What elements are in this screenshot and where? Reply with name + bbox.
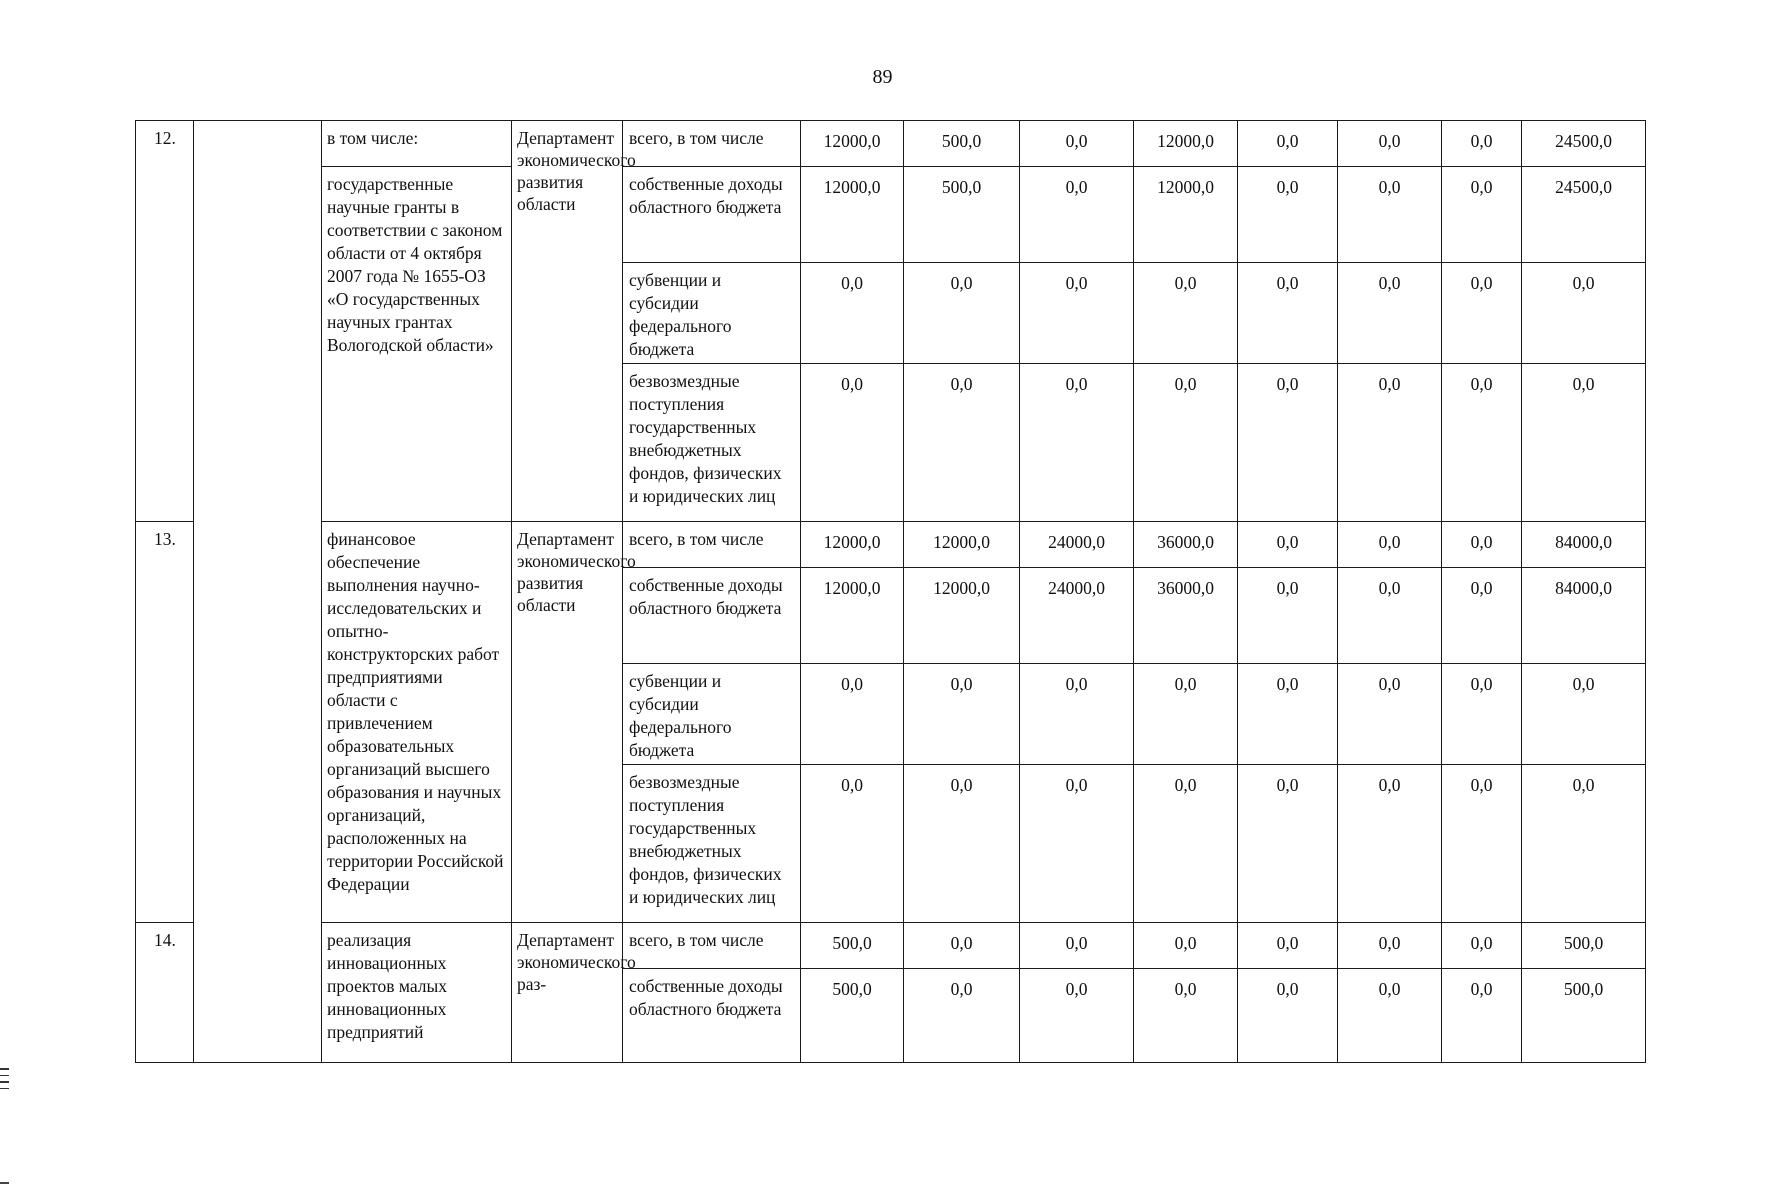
total-cell: 24500,0 <box>1522 121 1646 167</box>
value-cell: 12000,0 <box>904 522 1020 568</box>
value-cell: 12000,0 <box>801 167 904 263</box>
value-cell: 0,0 <box>1134 364 1238 522</box>
value-cell: 24000,0 <box>1020 568 1134 664</box>
value-cell: 0,0 <box>904 765 1020 923</box>
value-cell: 0,0 <box>801 765 904 923</box>
value-cell: 0,0 <box>1238 364 1338 522</box>
table-row <box>136 121 1646 167</box>
responsible-department: Департамент экономического развития области <box>512 121 623 522</box>
table-row <box>136 923 1646 969</box>
value-cell: 36000,0 <box>1134 568 1238 664</box>
value-cell: 0,0 <box>1134 765 1238 923</box>
value-cell: 36000,0 <box>1134 522 1238 568</box>
value-cell: 12000,0 <box>801 568 904 664</box>
value-cell: 0,0 <box>1338 364 1442 522</box>
value-cell: 12000,0 <box>1134 167 1238 263</box>
value-cell: 0,0 <box>1338 765 1442 923</box>
total-cell: 24500,0 <box>1522 167 1646 263</box>
value-cell: 0,0 <box>1134 664 1238 765</box>
value-cell: 500,0 <box>801 969 904 1063</box>
value-cell: 0,0 <box>1020 167 1134 263</box>
value-cell: 0,0 <box>1238 167 1338 263</box>
value-cell: 0,0 <box>1442 923 1522 969</box>
value-cell: 0,0 <box>1238 522 1338 568</box>
value-cell: 0,0 <box>1134 923 1238 969</box>
margin-marks <box>0 1068 10 1094</box>
value-cell: 12000,0 <box>801 121 904 167</box>
margin-mark <box>0 1075 9 1077</box>
responsible-department: Департамент экономического развития области <box>512 522 623 923</box>
value-cell: 0,0 <box>1338 969 1442 1063</box>
row-description-detail: государственные научные гранты в соответствии с законом области от 4 октября 2007 года № 1655-ОЗ «О государственных научных грантах Вологодской области» <box>322 167 512 522</box>
row-description: реализация инновационных проектов малых инновационных предприятий <box>322 923 512 1063</box>
value-cell: 0,0 <box>1338 121 1442 167</box>
value-cell: 0,0 <box>1442 263 1522 364</box>
value-cell: 0,0 <box>1238 765 1338 923</box>
value-cell: 0,0 <box>1238 263 1338 364</box>
value-cell: 500,0 <box>904 167 1020 263</box>
value-cell: 0,0 <box>904 923 1020 969</box>
value-cell: 0,0 <box>1442 568 1522 664</box>
value-cell: 0,0 <box>1442 664 1522 765</box>
funding-source: безвозмездные поступления государственных внебюджетных фондов, физических и юридических лиц <box>623 364 801 522</box>
table-row <box>136 522 1646 568</box>
value-cell: 500,0 <box>904 121 1020 167</box>
value-cell: 0,0 <box>1442 364 1522 522</box>
value-cell: 12000,0 <box>1134 121 1238 167</box>
value-cell: 0,0 <box>1020 664 1134 765</box>
value-cell: 0,0 <box>801 664 904 765</box>
value-cell: 0,0 <box>1020 263 1134 364</box>
funding-source: субвенции и субсидии федерального бюджета <box>623 263 801 364</box>
total-cell: 500,0 <box>1522 969 1646 1063</box>
value-cell: 0,0 <box>1442 121 1522 167</box>
margin-tick <box>0 1182 9 1184</box>
value-cell: 0,0 <box>1338 167 1442 263</box>
total-cell: 0,0 <box>1522 364 1646 522</box>
value-cell: 0,0 <box>1238 568 1338 664</box>
value-cell: 0,0 <box>1020 923 1134 969</box>
funding-source: собственные доходы областного бюджета <box>623 568 801 664</box>
row-number: 13. <box>136 522 194 923</box>
value-cell: 0,0 <box>1020 765 1134 923</box>
value-cell: 0,0 <box>1338 568 1442 664</box>
row-number: 12. <box>136 121 194 522</box>
funding-source: собственные доходы областного бюджета <box>623 167 801 263</box>
funding-source: всего, в том числе <box>623 923 801 969</box>
total-cell: 0,0 <box>1522 664 1646 765</box>
margin-mark <box>0 1088 9 1090</box>
value-cell: 0,0 <box>1238 121 1338 167</box>
funding-source: собственные доходы областного бюджета <box>623 969 801 1063</box>
value-cell: 0,0 <box>801 364 904 522</box>
margin-mark <box>0 1068 9 1070</box>
value-cell: 0,0 <box>1442 765 1522 923</box>
value-cell: 0,0 <box>1020 364 1134 522</box>
value-cell: 12000,0 <box>904 568 1020 664</box>
value-cell: 0,0 <box>904 969 1020 1063</box>
value-cell: 0,0 <box>1020 969 1134 1063</box>
funding-source: безвозмездные поступления государственных внебюджетных фондов, физических и юридических лиц <box>623 765 801 923</box>
empty-column <box>194 121 322 1063</box>
value-cell: 0,0 <box>1134 263 1238 364</box>
value-cell: 0,0 <box>1338 522 1442 568</box>
value-cell: 0,0 <box>904 263 1020 364</box>
table-row <box>136 167 1646 263</box>
row-number: 14. <box>136 923 194 1063</box>
table-body <box>136 121 1646 1063</box>
funding-source: всего, в том числе <box>623 522 801 568</box>
value-cell: 500,0 <box>801 923 904 969</box>
value-cell: 0,0 <box>1442 969 1522 1063</box>
value-cell: 0,0 <box>1238 923 1338 969</box>
total-cell: 0,0 <box>1522 765 1646 923</box>
total-cell: 84000,0 <box>1522 522 1646 568</box>
value-cell: 0,0 <box>1134 969 1238 1063</box>
total-cell: 0,0 <box>1522 263 1646 364</box>
value-cell: 0,0 <box>1238 969 1338 1063</box>
value-cell: 24000,0 <box>1020 522 1134 568</box>
total-cell: 84000,0 <box>1522 568 1646 664</box>
value-cell: 0,0 <box>1338 923 1442 969</box>
responsible-department: Департамент экономического раз- <box>512 923 623 1063</box>
value-cell: 0,0 <box>904 664 1020 765</box>
value-cell: 0,0 <box>1020 121 1134 167</box>
value-cell: 0,0 <box>1338 263 1442 364</box>
value-cell: 0,0 <box>801 263 904 364</box>
value-cell: 0,0 <box>904 364 1020 522</box>
margin-mark <box>0 1081 9 1083</box>
funding-source: субвенции и субсидии федерального бюджета <box>623 664 801 765</box>
value-cell: 0,0 <box>1238 664 1338 765</box>
row-description: финансовое обеспечение выполнения научно-исследовательских и опытно-конструкторских работ предприятиями области с привлечением образовательных организаций высшего образования и научных организаций, расположенных на территории Российской Федерации <box>322 522 512 923</box>
value-cell: 0,0 <box>1442 167 1522 263</box>
value-cell: 0,0 <box>1338 664 1442 765</box>
budget-table <box>135 120 1646 1063</box>
page-number: 89 <box>872 66 893 88</box>
value-cell: 12000,0 <box>801 522 904 568</box>
value-cell: 0,0 <box>1442 522 1522 568</box>
funding-source: всего, в том числе <box>623 121 801 167</box>
total-cell: 500,0 <box>1522 923 1646 969</box>
row-description: в том числе: <box>322 121 512 167</box>
